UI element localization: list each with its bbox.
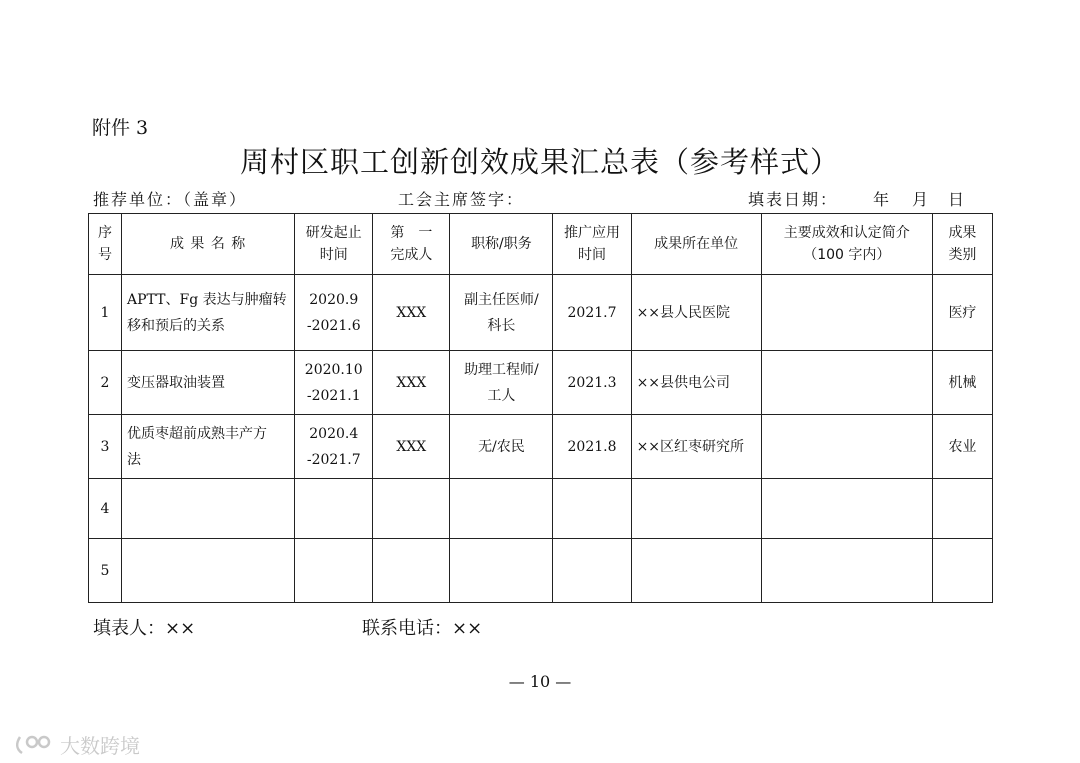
header-title: 职称/职务	[450, 214, 553, 275]
cell-person: XXX	[373, 415, 450, 479]
date-year: 年	[873, 190, 890, 209]
cell-empty	[295, 539, 373, 603]
header-no: 序 号	[89, 214, 122, 275]
cell-no: 1	[89, 275, 122, 351]
table-row	[89, 479, 993, 539]
annex-label: 附件 3	[92, 117, 149, 139]
cell-empty	[450, 479, 553, 539]
date-month: 月	[912, 190, 929, 209]
union-chair-label: 工会主席签字：	[398, 190, 525, 209]
cell-period: 2020.9 -2021.6	[295, 275, 373, 351]
cell-person: XXX	[373, 351, 450, 415]
cell-promote: 2021.8	[553, 415, 631, 479]
page-number: — 10 —	[508, 672, 572, 691]
cell-empty	[761, 479, 932, 539]
header-name: 成 果 名 称	[122, 214, 295, 275]
cell-empty	[553, 539, 631, 603]
cell-empty	[373, 539, 450, 603]
cell-promote: 2021.3	[553, 351, 631, 415]
summary-table	[88, 213, 993, 603]
cell-empty	[450, 539, 553, 603]
header-category: 成果 类别	[932, 214, 992, 275]
phone-label: 联系电话：××	[362, 618, 483, 639]
header-promote: 推广应用 时间	[553, 214, 631, 275]
cell-empty	[122, 479, 295, 539]
page-title: 周村区职工创新创效成果汇总表（参考样式）	[239, 145, 840, 179]
cell-no: 4	[89, 479, 122, 539]
cell-empty	[373, 479, 450, 539]
cell-person: XXX	[373, 275, 450, 351]
cell-empty	[631, 539, 761, 603]
cell-unit: ××县人民医院	[631, 275, 761, 351]
cell-empty	[932, 539, 992, 603]
header-first-person: 第 一 完成人	[373, 214, 450, 275]
header-summary: 主要成效和认定简介 （100 字内）	[761, 214, 932, 275]
cell-empty	[631, 479, 761, 539]
fill-date-label: 填表日期：	[748, 190, 839, 209]
table-row	[89, 539, 993, 603]
cell-summary	[761, 415, 932, 479]
cell-category: 机械	[932, 351, 992, 415]
table-row	[89, 351, 993, 415]
watermark-logo-icon	[14, 733, 54, 757]
recommend-unit-label: 推荐单位：（盖章）	[93, 190, 248, 209]
cell-unit: ××区红枣研究所	[631, 415, 761, 479]
cell-category: 医疗	[932, 275, 992, 351]
filler-label: 填表人：××	[93, 618, 196, 639]
cell-no: 5	[89, 539, 122, 603]
cell-empty	[761, 539, 932, 603]
table-row	[89, 275, 993, 351]
cell-period: 2020.10 -2021.1	[295, 351, 373, 415]
watermark-text: 大数跨境	[60, 734, 140, 758]
cell-name: 变压器取油装置	[122, 351, 295, 415]
cell-summary	[761, 351, 932, 415]
cell-name: APTT、Fg 表达与肿瘤转 移和预后的关系	[122, 275, 295, 351]
cell-title: 助理工程师/ 工人	[450, 351, 553, 415]
header-unit: 成果所在单位	[631, 214, 761, 275]
cell-promote: 2021.7	[553, 275, 631, 351]
cell-title: 无/农民	[450, 415, 553, 479]
cell-empty	[553, 479, 631, 539]
cell-no: 2	[89, 351, 122, 415]
cell-summary	[761, 275, 932, 351]
header-period: 研发起止 时间	[295, 214, 373, 275]
cell-title: 副主任医师/ 科长	[450, 275, 553, 351]
table-row	[89, 415, 993, 479]
cell-empty	[932, 479, 992, 539]
cell-period: 2020.4 -2021.7	[295, 415, 373, 479]
date-day: 日	[948, 190, 965, 209]
table-header-row	[89, 214, 993, 275]
cell-empty	[122, 539, 295, 603]
cell-no: 3	[89, 415, 122, 479]
watermark	[14, 730, 140, 759]
cell-category: 农业	[932, 415, 992, 479]
cell-name: 优质枣超前成熟丰产方 法	[122, 415, 295, 479]
cell-unit: ××县供电公司	[631, 351, 761, 415]
cell-empty	[295, 479, 373, 539]
